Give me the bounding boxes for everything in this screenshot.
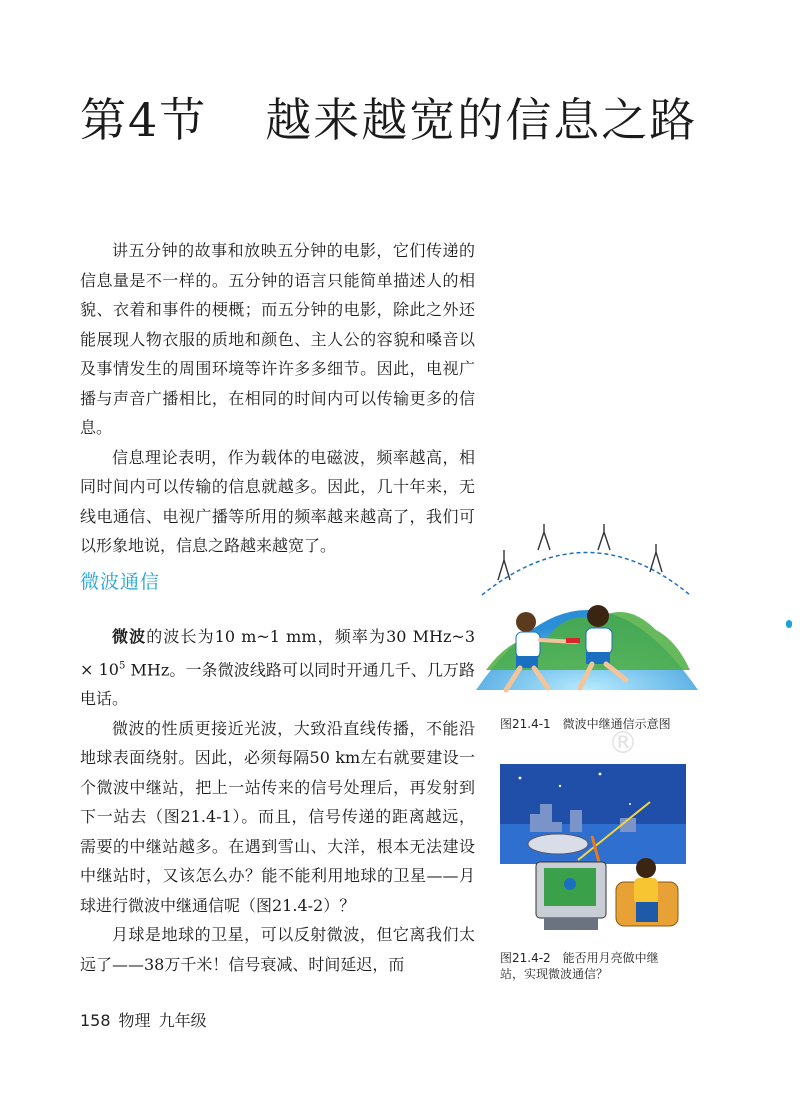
grade: 九年级 xyxy=(158,1011,207,1030)
subject: 物理 xyxy=(118,1011,151,1030)
watermark: ® xyxy=(608,726,638,761)
paragraph: 微波的性质更接近光波，大致沿直线传播，不能沿地球表面绕射。因此，必须每隔50 km左右就要建设一个微波中继站，把上一站传来的信号处理后，再发射到下一站去（图21.4-1）。而且，信号传递的距离越远，需要的中继站越多。在遇到雪山、大洋，根本无法建设中继站时，又该怎么办？能不能利用地球的卫星——月球进行微波中继通信呢（图21.4-2）？ xyxy=(80,718,475,915)
section-heading: 微波通信 xyxy=(80,571,161,593)
edge-marker xyxy=(786,620,792,628)
paragraph: 月球是地球的卫星，可以反射微波，但它离我们太远了——38万千米！信号衰减、时间延迟，而 xyxy=(80,925,475,974)
intro-text xyxy=(80,236,475,561)
figure-moon-relay xyxy=(500,764,686,934)
power-expression: $3 \times 10^5$ xyxy=(80,627,475,679)
figure-microwave-relay xyxy=(476,520,698,700)
relay-path xyxy=(482,553,690,596)
stadium xyxy=(528,834,588,854)
page-footer xyxy=(80,1008,215,1031)
chapter-title xyxy=(80,88,720,152)
figure-caption: 图21.4-2 能否用月亮做中继 站，实现微波通信？ xyxy=(500,951,659,981)
section-number: 第4节 xyxy=(80,93,208,147)
page-number: 158 xyxy=(80,1011,111,1030)
paragraph: 讲五分钟的故事和放映五分钟的电影，它们传递的信息量是不一样的。五分钟的语言只能简单描述人的相貌、衣着和事件的梗概；而五分钟的电影，除此之外还能展现人物衣服的质地和颜色、主人公的容貌和嗓音以及事情发生的周围环境等许许多多细节。因此，电视广播与声音广播相比，在相同的时间内可以传输更多的信息。 xyxy=(80,241,475,437)
microwave-text xyxy=(80,622,475,979)
paragraph: 微波的波长为10 m~1 mm，频率为30 MHz~3 × $10^5$ MHz。一条微波线路可以同时开通几千、几万路电话。 xyxy=(80,627,475,709)
baton xyxy=(566,638,580,643)
paragraph: 信息理论表明，作为载体的电磁波，频率越高，相同时间内可以传输的信息就越多。因此，几十年来，无线电通信、电视广播等所用的频率越来越高了，我们可以形象地说，信息之路越来越宽了。 xyxy=(80,447,475,555)
section-heading-text: 越来越宽的信息之路 xyxy=(265,93,698,147)
key-term: 微波 xyxy=(112,627,147,646)
viewer xyxy=(636,858,656,878)
figure-caption: 图21.4-1 微波中继通信示意图 xyxy=(500,717,671,731)
